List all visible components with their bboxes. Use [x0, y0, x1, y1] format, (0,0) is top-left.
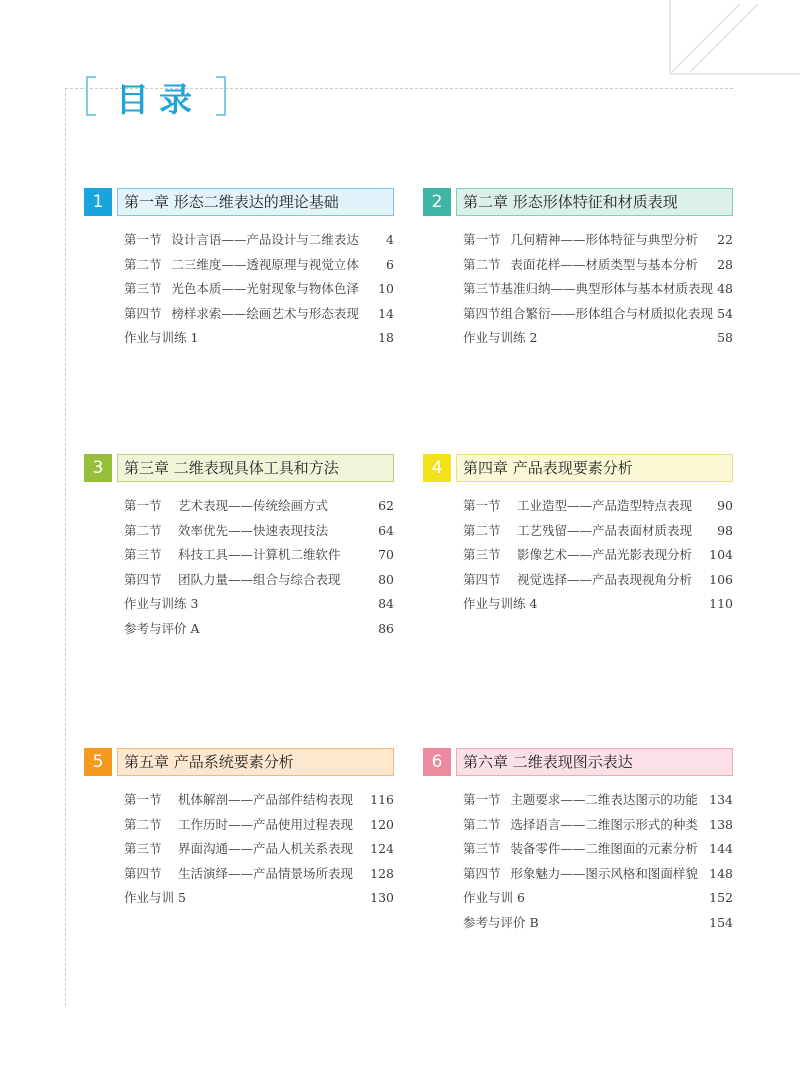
section-number: 第一节 [463, 792, 501, 807]
toc-entry[interactable] [124, 328, 394, 353]
section-title: 工作历时——产品使用过程表现 [178, 816, 354, 832]
section-title: 组合繁衍——形体组合与材质拟化表现 [500, 305, 714, 321]
chapter-title[interactable]: 第三章 二维表现具体工具和方法 [117, 454, 394, 482]
section-number: 第二节 [463, 256, 501, 272]
section-title: 工业造型——产品造型特点表现 [517, 498, 693, 513]
page-corner-decoration [668, 0, 800, 80]
toc-entry[interactable] [463, 545, 733, 570]
section-title: 几何精神——形体特征与典型分析 [510, 232, 698, 247]
section-number: 第四节 [463, 571, 501, 587]
page-frame-left-rule [65, 88, 66, 1006]
chapter-title[interactable]: 第六章 二维表现图示表达 [456, 748, 733, 776]
section-number: 第二节 [124, 256, 162, 272]
toc-entry[interactable] [124, 594, 394, 619]
title-bracket-left [86, 76, 96, 116]
section-title: 艺术表现——传统绘画方式 [178, 498, 329, 513]
chapter-block-6 [423, 748, 733, 937]
section-number: 第三节 [463, 281, 501, 296]
section-title: 榜样求索——绘画艺术与形态表现 [171, 305, 359, 321]
chapter-number-badge: 2 [423, 188, 451, 216]
page-number: 48 [717, 281, 733, 296]
section-title: 二三维度——透视原理与视觉立体 [171, 256, 359, 272]
section-number: 第二节 [463, 816, 501, 832]
page-number: 106 [709, 571, 733, 587]
toc-entry[interactable] [124, 521, 394, 546]
page-number: 152 [709, 890, 733, 905]
section-list [423, 230, 733, 353]
toc-entry[interactable] [463, 815, 733, 840]
page-number: 138 [709, 816, 733, 832]
section-number: 第四节 [463, 305, 501, 321]
section-number: 第三节 [463, 547, 501, 562]
toc-entry[interactable] [124, 790, 394, 815]
page-number: 90 [717, 498, 733, 513]
chapter-header[interactable] [423, 748, 733, 776]
section-title: 工艺残留——产品表面材质表现 [517, 522, 693, 538]
toc-entry[interactable] [124, 839, 394, 864]
section-list [423, 496, 733, 619]
section-title: 形象魅力——图示风格和图面样貌 [510, 865, 698, 881]
chapter-header[interactable] [84, 188, 394, 216]
section-number: 第二节 [124, 522, 162, 538]
section-title: 作业与训练 4 [463, 596, 538, 611]
toc-entry[interactable] [124, 864, 394, 889]
section-number: 第三节 [124, 547, 162, 562]
section-title: 界面沟通——产品人机关系表现 [178, 841, 354, 856]
toc-entry[interactable] [124, 545, 394, 570]
section-number: 第四节 [124, 571, 162, 587]
chapter-title[interactable]: 第五章 产品系统要素分析 [117, 748, 394, 776]
toc-entry[interactable] [463, 328, 733, 353]
page-number: 6 [386, 256, 394, 272]
page-number: 54 [717, 305, 733, 321]
chapter-block-2 [423, 188, 733, 353]
section-title: 影像艺术——产品光影表现分析 [517, 547, 693, 562]
section-title: 作业与训练 2 [463, 330, 538, 345]
page-number: 84 [378, 596, 394, 611]
section-list [84, 230, 394, 353]
toc-entry[interactable] [124, 304, 394, 329]
page-title: 目录 [116, 80, 202, 119]
toc-heading [86, 76, 226, 119]
section-number: 第三节 [124, 281, 162, 296]
chapter-number-badge: 6 [423, 748, 451, 776]
page-number: 98 [717, 522, 733, 538]
toc-entry[interactable] [463, 230, 733, 255]
page-number: 110 [709, 596, 733, 611]
toc-entry[interactable] [463, 255, 733, 280]
chapter-number-badge: 1 [84, 188, 112, 216]
page-number: 62 [378, 498, 394, 513]
section-number: 第一节 [463, 232, 501, 247]
section-number: 第四节 [463, 865, 501, 881]
section-title: 基准归纳——典型形体与基本材质表现 [500, 281, 714, 296]
section-title: 主题要求——二维表达图示的功能 [510, 792, 698, 807]
toc-entry[interactable] [463, 521, 733, 546]
section-title: 光色本质——光射现象与物体色泽 [171, 281, 359, 296]
section-number: 第二节 [124, 816, 162, 832]
section-number: 第二节 [463, 522, 501, 538]
section-title: 作业与训 5 [124, 890, 186, 905]
section-title: 参考与评价 B [463, 914, 539, 930]
toc-entry[interactable] [463, 913, 733, 938]
section-title: 选择语言——二维图示形式的种类 [510, 816, 698, 832]
section-title: 作业与训 6 [463, 890, 525, 905]
page-number: 28 [717, 256, 733, 272]
toc-entry[interactable] [124, 619, 394, 644]
toc-entry[interactable] [463, 279, 733, 304]
toc-entry[interactable] [124, 815, 394, 840]
toc-entry[interactable] [463, 496, 733, 521]
chapter-number-badge: 4 [423, 454, 451, 482]
toc-entry[interactable] [463, 304, 733, 329]
chapter-header[interactable] [423, 188, 733, 216]
toc-entry[interactable] [463, 864, 733, 889]
section-title: 设计言语——产品设计与二维表达 [171, 232, 359, 247]
toc-entry[interactable] [463, 594, 733, 619]
section-title: 生活演绎——产品情景场所表现 [178, 865, 354, 881]
section-title: 团队力量——组合与综合表现 [178, 571, 341, 587]
toc-entry[interactable] [124, 496, 394, 521]
section-title: 参考与评价 A [124, 620, 200, 636]
page-number: 22 [717, 232, 733, 247]
section-title: 装备零件——二维图面的元素分析 [510, 841, 698, 856]
chapter-title[interactable]: 第四章 产品表现要素分析 [456, 454, 733, 482]
page-number: 120 [370, 816, 394, 832]
section-number: 第三节 [124, 841, 162, 856]
page-number: 86 [378, 620, 394, 636]
page-number: 14 [378, 305, 394, 321]
chapter-header[interactable] [84, 748, 394, 776]
page-number: 130 [370, 890, 394, 905]
toc-entry[interactable] [463, 888, 733, 913]
section-title: 视觉选择——产品表现视角分析 [517, 571, 693, 587]
chapter-number-badge: 3 [84, 454, 112, 482]
page-number: 64 [378, 522, 394, 538]
toc-entry[interactable] [124, 888, 394, 913]
section-title: 机体解剖——产品部件结构表现 [178, 792, 354, 807]
page-number: 70 [378, 547, 394, 562]
page-number: 124 [370, 841, 394, 856]
section-title: 作业与训练 3 [124, 596, 199, 611]
section-number: 第四节 [124, 305, 162, 321]
page-number: 134 [709, 792, 733, 807]
title-bracket-right [216, 76, 226, 116]
section-title: 作业与训练 1 [124, 330, 199, 345]
section-list [84, 790, 394, 913]
page-number: 116 [370, 792, 394, 807]
toc-entry[interactable] [463, 790, 733, 815]
toc-entry[interactable] [463, 839, 733, 864]
page-number: 104 [709, 547, 733, 562]
page-number: 80 [378, 571, 394, 587]
chapter-block-1 [84, 188, 394, 353]
section-title: 科技工具——计算机二维软件 [178, 547, 341, 562]
toc-entry[interactable] [124, 230, 394, 255]
section-title: 表面花样——材质类型与基本分析 [510, 256, 698, 272]
section-list [84, 496, 394, 643]
toc-entry[interactable] [124, 255, 394, 280]
section-number: 第一节 [124, 792, 162, 807]
section-number: 第一节 [124, 232, 162, 247]
section-number: 第三节 [463, 841, 501, 856]
page-number: 4 [386, 232, 394, 247]
chapter-block-4 [423, 454, 733, 619]
section-number: 第一节 [124, 498, 162, 513]
chapter-header[interactable] [423, 454, 733, 482]
chapter-title[interactable]: 第二章 形态形体特征和材质表现 [456, 188, 733, 216]
chapter-title[interactable]: 第一章 形态二维表达的理论基础 [117, 188, 394, 216]
page-number: 58 [717, 330, 733, 345]
section-list [423, 790, 733, 937]
page-number: 128 [370, 865, 394, 881]
section-number: 第一节 [463, 498, 501, 513]
page-number: 154 [709, 914, 733, 930]
toc-entry[interactable] [124, 279, 394, 304]
chapter-number-badge: 5 [84, 748, 112, 776]
chapter-block-5 [84, 748, 394, 913]
chapter-block-3 [84, 454, 394, 643]
page-number: 18 [378, 330, 394, 345]
page-number: 148 [709, 865, 733, 881]
chapter-header[interactable] [84, 454, 394, 482]
toc-entry[interactable] [463, 570, 733, 595]
toc-entry[interactable] [124, 570, 394, 595]
section-title: 效率优先——快速表现技法 [178, 522, 329, 538]
page-number: 10 [378, 281, 394, 296]
page-number: 144 [709, 841, 733, 856]
section-number: 第四节 [124, 865, 162, 881]
